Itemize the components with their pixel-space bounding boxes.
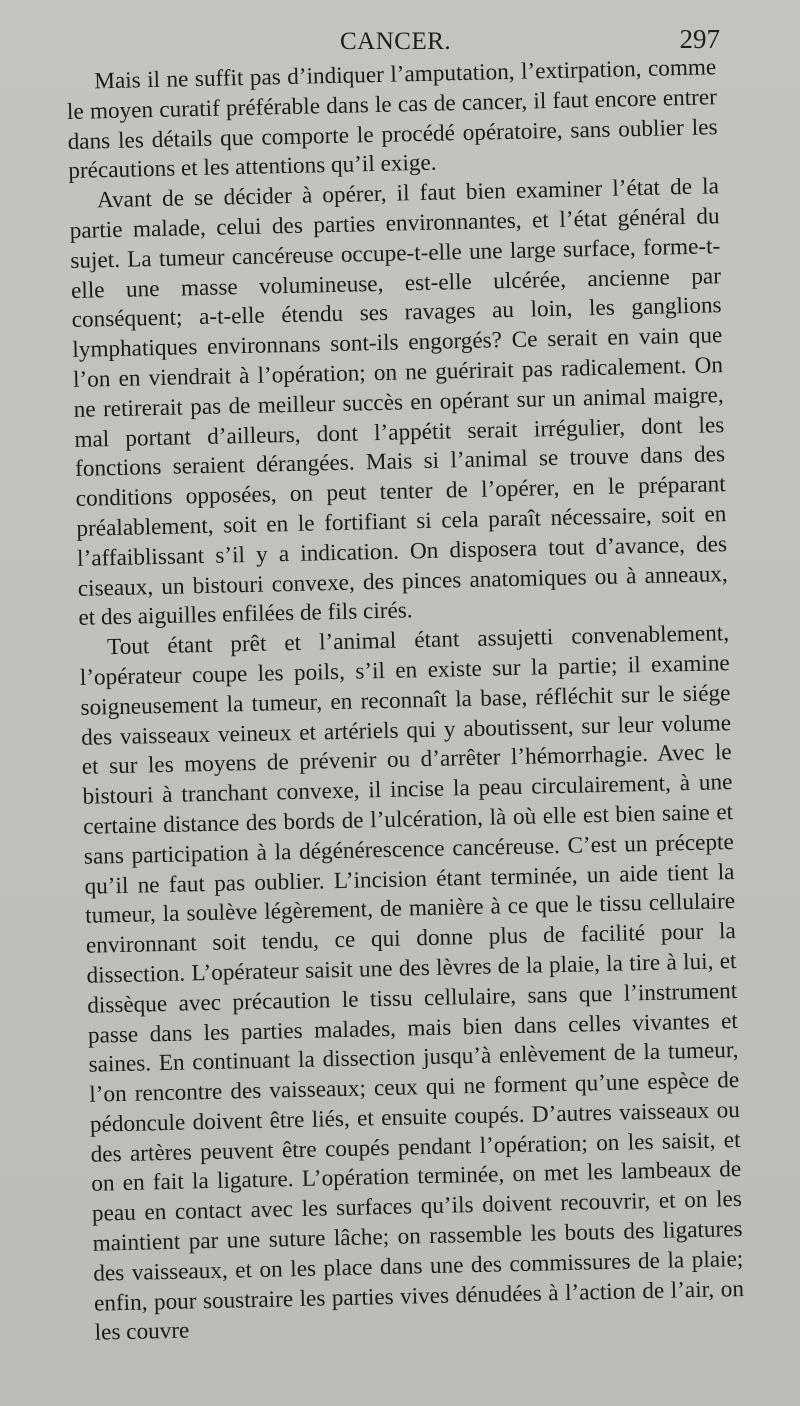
paragraph: Avant de se décider à opérer, il faut bien examiner l’état de la partie malade, celui des parties environnantes, et l’état général du sujet. La tumeur cancéreuse occupe-t-elle une large surface, forme-t-elle une masse volumineuse, est-elle ulcérée, ancienne par conséquent; a-t-elle étendu ses ravages au loin, les ganglions lymphatiques environnans sont-ils engorgés? Ce serait en vain que l’on en viendrait à l’opération; on ne guérirait pas radicalement. On ne retirerait pas de meilleur succès en opérant sur un animal maigre, mal portant d’ailleurs, dont l’appétit serait irrégulier, dont les fonctions seraient dérangées. Mais si l’animal se trouve dans des conditions opposées, on peut tenter de l’opérer, en le préparant préalablement, soit en le fortifiant si cela paraît nécessaire, soit en l’affaiblissant s’il y a indication. On disposera tout d’avance, des ciseaux, un bistouri convexe, des pinces anatomiques ou à anneaux, et des aiguilles enfilées de fils cirés. <box>69 173 728 632</box>
page-title: CANCER. <box>340 28 452 55</box>
paragraph: Mais il ne suffit pas d’indiquer l’amputation, l’extirpation, comme le moyen curatif préférable dans le cas de cancer, il faut encore entrer dans les détails que comporte le procédé opératoire, sans oublier les précautions et les attentions qu’il exige. <box>66 54 718 185</box>
paragraph: Tout étant prêt et l’animal étant assujetti convenablement, l’opérateur coupe les poils, s’il en existe sur la partie; il examine soigneusement la tumeur, en reconnaît la base, réfléchit sur le siége des vaisseaux veineux et artériels qui y aboutissent, sur leur volume et sur les moyens de prévenir ou d’arrêter l’hémorrhagie. Avec le bistouri à tranchant convexe, il incise la peau circulairement, à une certaine distance des bords de l’ulcération, là où elle est bien saine et sans participation à la dégénérescence cancéreuse. C’est un précepte qu’il ne faut pas oublier. L’incision étant terminée, un aide tient la tumeur, la soulève légèrement, de manière à ce que le tissu cellulaire environnant soit tendu, ce qui donne plus de facilité pour la dissection. L’opérateur saisit une des lèvres de la plaie, la tire à lui, et dissèque avec précaution le tissu cellulaire, sans que l’instrument passe dans les parties malades, mais bien dans celles vivantes et saines. En continuant la dissection jusqu’à enlèvement de la tumeur, l’on rencontre des vaisseaux; ceux qui ne forment qu’une espèce de pédoncule doivent être liés, et ensuite coupés. D’autres vaisseaux ou des artères peuvent être coupés pendant l’opération; on les saisit, et on en fait la ligature. L’opération terminée, on met les lambeaux de peau en contact avec les surfaces qu’ils doivent recouvrir, et on les maintient par une suture lâche; on rassemble les bouts des ligatures des vaisseaux, et on les place dans une des commissures de la plaie; enfin, pour soustraire les parties vives dénudées à l’action de l’air, on les couvre <box>79 620 745 1347</box>
body-text <box>66 53 745 1349</box>
page-number: 297 <box>679 24 720 54</box>
